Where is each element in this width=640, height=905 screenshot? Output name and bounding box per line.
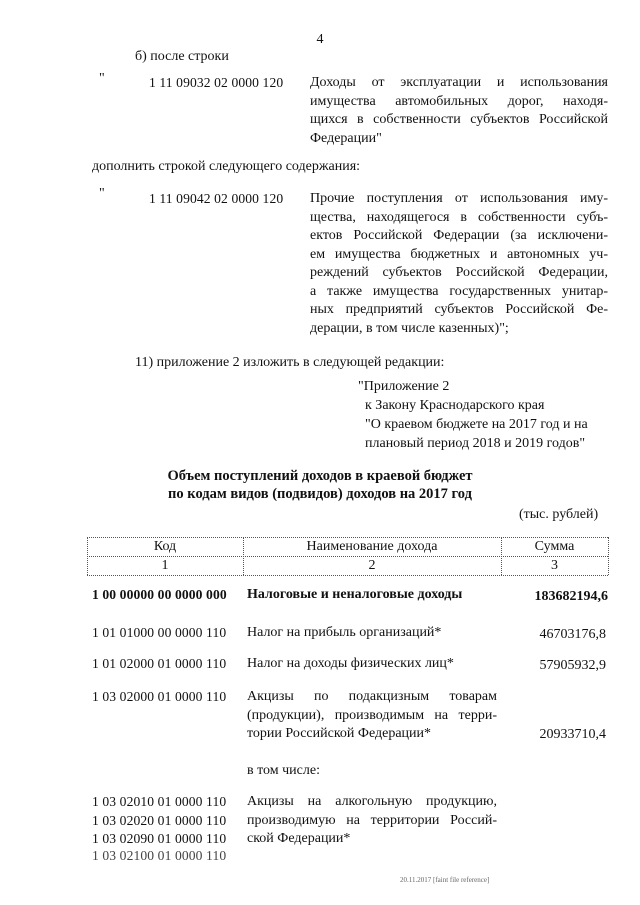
name-line: тории Российской Федерации*: [247, 726, 432, 741]
item-11: 11) приложение 2 изложить в следующей редакции:: [135, 355, 445, 370]
header-divider: [608, 537, 609, 575]
header-code: Код: [153, 539, 177, 554]
table-row-code: 1 03 02100 01 0000 110: [92, 848, 227, 863]
appendix-line: "О краевом бюджете на 2017 год и на: [365, 417, 588, 432]
table-header: [87, 537, 608, 575]
table-row-code: 1 03 02090 01 0000 110: [92, 831, 227, 846]
name-line: производимую на территории Россий-: [247, 812, 497, 828]
header-rule: [87, 575, 608, 576]
table-row-amount: 57905932,9: [539, 658, 606, 673]
table-row-amount: 183682194,6: [534, 589, 608, 604]
desc-line: ных предприятий субъектов Российской Фе-: [310, 302, 608, 317]
section-b-code: 1 11 09032 02 0000 120: [149, 75, 284, 90]
table-row-code: 1 01 01000 00 0000 110: [92, 625, 227, 640]
supplement-code: 1 11 09042 02 0000 120: [149, 191, 284, 206]
table-row-name: [247, 688, 497, 744]
table-units: (тыс. рублей): [519, 507, 599, 522]
name-line: Акцизы по подакцизным товарам: [247, 689, 497, 704]
desc-line: ем имущества бюджетных и автономных уч-: [310, 246, 608, 262]
name-line: ской Федерации*: [247, 831, 351, 846]
table-row-name: Налоговые и неналоговые доходы: [247, 587, 463, 602]
header-name: Наименование дохода: [306, 539, 438, 554]
including-label: в том числе:: [247, 763, 320, 778]
table-row-name: [247, 793, 497, 849]
table-title-line2: по кодам видов (подвидов) доходов на 2017 год: [168, 486, 472, 502]
desc-line: имущества автомобильных дорог, находя-: [310, 93, 608, 109]
supplement-label: дополнить строкой следующего содержания:: [92, 159, 361, 174]
appendix-line: плановый период 2018 и 2019 годов": [365, 436, 586, 451]
table-row-amount: 20933710,4: [539, 727, 606, 742]
header-num-sum: 3: [551, 558, 558, 573]
desc-line: щества, находящегося в собственности субъ-: [310, 209, 608, 225]
section-b-label: б) после строки: [135, 49, 229, 64]
supplement-description: [310, 190, 608, 338]
table-row-amount: 46703176,8: [539, 627, 606, 642]
desc-line: Доходы от эксплуатации и использования: [310, 75, 608, 90]
desc-line: Прочие поступления от использования иму-: [310, 191, 608, 206]
appendix-line: "Приложение 2: [358, 379, 450, 394]
table-row-code: 1 03 02010 01 0000 110: [92, 794, 227, 809]
quote-mark: ": [99, 186, 105, 201]
header-sum: Сумма: [534, 539, 575, 554]
table-row-code: 1 01 02000 01 0000 110: [92, 656, 227, 671]
desc-line: щихся в собственности субъектов Российской: [310, 112, 608, 127]
table-title-line1: Объем поступлений доходов в краевой бюджет: [167, 468, 473, 484]
header-num-code: 1: [161, 558, 169, 573]
header-num-name: 2: [368, 558, 376, 573]
desc-line: реждений субъектов Российской Федерации,: [310, 265, 608, 280]
desc-line: а также имущества государственных унитар-: [310, 283, 608, 299]
desc-line: ектов Российской Федерации (за исключени-: [310, 228, 608, 243]
desc-line: дерации, в том числе казенных)";: [310, 320, 509, 336]
table-row-code: 1 00 00000 00 0000 000: [92, 587, 227, 602]
quote-mark: ": [99, 71, 105, 86]
section-b-description: [310, 74, 608, 148]
footer-reference: 20.11.2017 [faint file reference]: [400, 876, 490, 884]
desc-line: Федерации": [310, 130, 382, 146]
table-row-code: 1 03 02020 01 0000 110: [92, 813, 227, 828]
table-row-code: 1 03 02000 01 0000 110: [92, 689, 227, 704]
appendix-line: к Закону Краснодарского края: [365, 398, 545, 413]
name-line: Акцизы на алкогольную продукцию,: [247, 794, 497, 809]
table-row-name: Налог на доходы физических лиц*: [247, 656, 454, 671]
page-number: 4: [316, 32, 324, 47]
table-row-name: Налог на прибыль организаций*: [247, 625, 442, 640]
name-line: (продукции), производимым на терри-: [247, 707, 497, 723]
